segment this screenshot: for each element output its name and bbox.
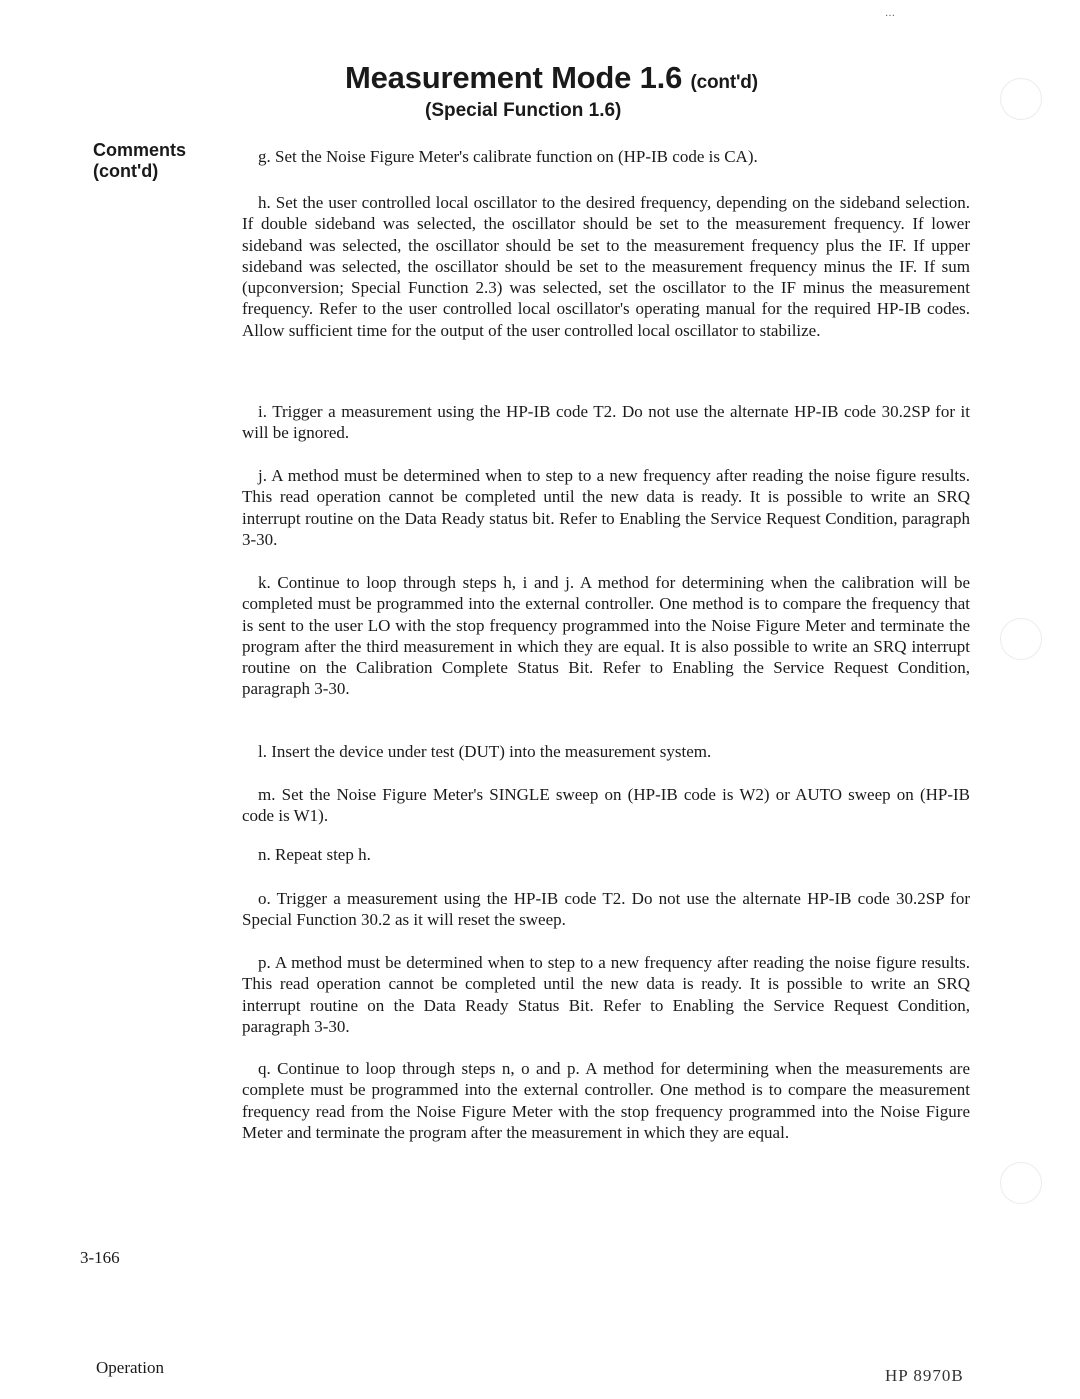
- step-text: A method must be determined when to step to a new frequency after reading the noise figure results. This read operation cannot be completed until the new data is ready. It is possible to write an SRQ interrupt routine on the Data Ready status bit. Refer to Enabling the Service Request Condition, paragraph 3-30.: [242, 466, 971, 549]
- step-label: i.: [258, 402, 267, 421]
- step-q: [242, 1058, 970, 1143]
- step-text: Continue to loop through steps n, o and p. A method for determining when the measurements are complete must be programmed into the external controller. One method is to compare the measurement frequency read from the Noise Figure Meter with the stop frequency programmed into the Noise Figure Meter and terminate the program after the measurement in which they are equal.: [242, 1059, 971, 1142]
- binder-hole-icon: [1000, 618, 1042, 660]
- step-label: q.: [258, 1059, 271, 1078]
- page-title: [345, 60, 845, 96]
- step-text: Set the Noise Figure Meter's calibrate function on (HP-IB code is CA).: [275, 147, 758, 166]
- step-label: o.: [258, 889, 271, 908]
- title-text: Measurement Mode 1.6: [345, 60, 683, 95]
- step-m: [242, 784, 970, 827]
- step-j: [242, 465, 970, 550]
- binder-hole-icon: [1000, 1162, 1042, 1204]
- step-text: Trigger a measurement using the HP-IB code T2. Do not use the alternate HP-IB code 30.2SP for it will be ignored.: [242, 402, 970, 443]
- step-label: k.: [258, 573, 271, 592]
- step-i: [242, 401, 970, 444]
- title-suffix: (cont'd): [690, 72, 758, 93]
- page-subtitle: (Special Function 1.6): [425, 100, 622, 121]
- step-text: Set the user controlled local oscillator to the desired frequency, depending on the sideband selection. If double sideband was selected, the oscillator should be set to the measurement frequency. If lower sideband was selected, the oscillator should be set to the measurement frequency plus the IF. If upper sideband was selected, the oscillator should be set to the measurement frequency minus the IF. If sum (upconversion; Special Function 2.3) was selected, set the oscillator to the IF minus the measurement frequency. Refer to the user controlled local oscillator's operating manual for the required HP-IB codes. Allow sufficient time for the output of the user controlled local oscillator to stabilize.: [242, 193, 971, 340]
- footer-model: HP 8970B: [885, 1366, 964, 1385]
- sidebar-heading: [93, 140, 186, 182]
- step-n: [242, 844, 970, 865]
- step-text: A method must be determined when to step to a new frequency after reading the noise figure results. This read operation cannot be completed until the new data is ready. It is possible to write an SRQ interrupt routine on the Data Ready Status Bit. Refer to Enabling the Service Request Condition, paragraph 3-30.: [242, 953, 971, 1036]
- step-text: Trigger a measurement using the HP-IB code T2. Do not use the alternate HP-IB code 30.2SP for Special Function 30.2 as it will reset the sweep.: [242, 889, 970, 930]
- step-l: [242, 741, 970, 762]
- step-k: [242, 572, 970, 700]
- step-g: [242, 146, 970, 167]
- binder-hole-icon: [1000, 78, 1042, 120]
- step-text: Continue to loop through steps h, i and j. A method for determining when the calibration will be completed must be programmed into the external controller. One method is to compare the frequency that is sent to the user LO with the stop frequency programmed into the Noise Figure Meter and terminate the program after the third measurement in which they are equal. It is also possible to write an SRQ interrupt routine on the Calibration Complete Status Bit. Refer to Enabling the Service Request Condition, paragraph 3-30.: [242, 573, 970, 699]
- step-o: [242, 888, 970, 931]
- step-text: Insert the device under test (DUT) into the measurement system.: [271, 742, 712, 761]
- step-p: [242, 952, 970, 1037]
- step-text: Set the Noise Figure Meter's SINGLE sweep on (HP-IB code is W2) or AUTO sweep on (HP-IB code is W1).: [242, 785, 971, 826]
- sidebar-line-2: (cont'd): [93, 161, 159, 181]
- step-label: j.: [258, 466, 267, 485]
- step-label: p.: [258, 953, 271, 972]
- step-label: l.: [258, 742, 267, 761]
- step-h: [242, 192, 970, 341]
- step-text: Repeat step h.: [275, 845, 371, 864]
- step-label: g.: [258, 147, 271, 166]
- page-number: 3-166: [80, 1248, 120, 1267]
- step-label: m.: [258, 785, 276, 804]
- corner-mark: …: [885, 8, 897, 19]
- step-label: n.: [258, 845, 271, 864]
- footer-section: Operation: [96, 1358, 164, 1377]
- step-label: h.: [258, 193, 271, 212]
- sidebar-line-1: Comments: [93, 140, 187, 160]
